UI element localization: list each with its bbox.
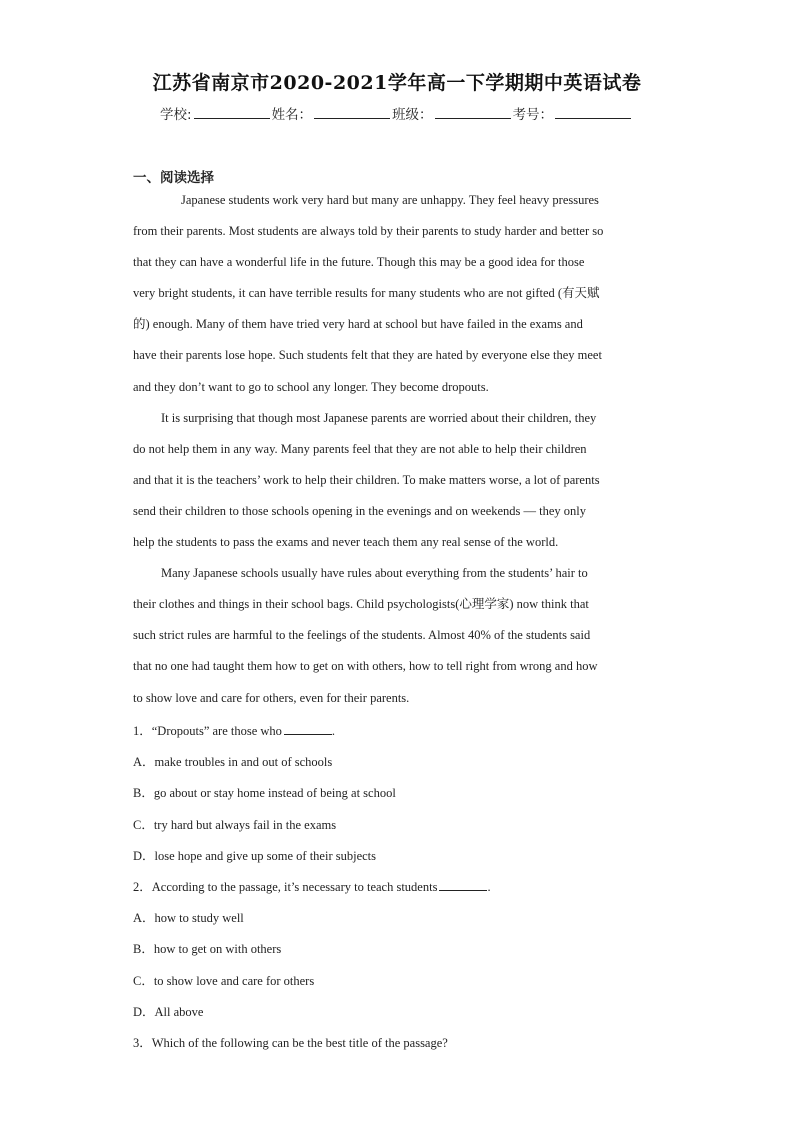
paragraph-3 <box>133 558 663 713</box>
question-1-stem: 1．“Dropouts” are those who . <box>133 724 336 738</box>
passage-line: send their children to those schools opening in the evenings and on weekends — they only <box>133 503 587 518</box>
passage-line: Japanese students work very hard but many are unhappy. They feel heavy pressures <box>181 193 599 207</box>
passage-line: do not help them in any way. Many parents feel that they are not able to help their children <box>133 441 587 456</box>
passage-line: and that it is the teachers’ work to help their children. To make matters worse, a lot of parents <box>133 472 600 487</box>
number-blank[interactable] <box>555 106 631 119</box>
option-c[interactable]: C．try hard but always fail in the exams <box>133 817 337 832</box>
paragraph-1 <box>133 185 663 403</box>
option-d[interactable]: D．All above <box>133 1004 204 1019</box>
passage-line: Many Japanese schools usually have rules about everything from the students’ hair to <box>161 566 588 581</box>
passage-line: that no one had taught them how to get on with others, how to tell right from wrong and how <box>133 659 598 674</box>
answer-blank[interactable] <box>439 879 487 891</box>
passage-line: such strict rules are harmful to the feelings of the students. Almost 40% of the students said <box>133 628 591 643</box>
name-label: 姓名： <box>271 107 313 123</box>
class-label: 班级： <box>392 107 433 123</box>
class-blank[interactable] <box>435 106 511 119</box>
reading-passage <box>133 185 663 714</box>
option-a[interactable]: A．make troubles in and out of schools <box>133 755 333 770</box>
number-label: 考号： <box>512 107 554 123</box>
passage-line: from their parents. Most students are always told by their parents to study harder and better so <box>133 224 604 239</box>
question-3-stem: 3．Which of the following can be the best title of the passage? <box>133 1036 448 1051</box>
school-blank[interactable] <box>194 106 270 119</box>
option-b[interactable]: B．go about or stay home instead of being at school <box>133 786 396 801</box>
question-2-stem: 2．According to the passage, it’s necessary to teach students . <box>133 880 491 895</box>
passage-line: to show love and care for others, even for their parents. <box>133 690 410 705</box>
answer-blank[interactable] <box>284 723 332 735</box>
page-title: 江苏省南京市2020-2021学年高一下学期期中英语试卷 <box>152 72 642 94</box>
option-c[interactable]: C．to show love and care for others <box>133 973 315 988</box>
passage-line: It is surprising that though most Japanese parents are worried about their children, they <box>161 410 597 425</box>
passage-line: and they don’t want to go to school any longer. They become dropouts. <box>133 379 489 394</box>
questions <box>133 716 663 1059</box>
passage-line: that they can have a wonderful life in the future. Though this may be a good idea for those <box>133 255 585 270</box>
section-title: 一、阅读选择 <box>133 170 214 186</box>
passage-line: have their parents lose hope. Such students felt that they are hated by everyone else they meet <box>133 348 602 363</box>
name-blank[interactable] <box>314 106 390 119</box>
option-b[interactable]: B．how to get on with others <box>133 942 282 957</box>
paragraph-2 <box>133 403 663 558</box>
student-info-line <box>160 103 633 123</box>
passage-line: help the students to pass the exams and never teach them any real sense of the world. <box>133 535 559 550</box>
passage-line: very bright students, it can have terrible results for many students who are not gifted (有天赋 <box>133 286 600 301</box>
school-label: 学校: <box>160 107 192 123</box>
option-a[interactable]: A．how to study well <box>133 911 244 926</box>
option-d[interactable]: D．lose hope and give up some of their subjects <box>133 848 377 863</box>
passage-line: 的) enough. Many of them have tried very hard at school but have failed in the exams and <box>133 317 583 332</box>
passage-line: their clothes and things in their school bags. Child psychologists(心理学家) now think that <box>133 597 589 612</box>
